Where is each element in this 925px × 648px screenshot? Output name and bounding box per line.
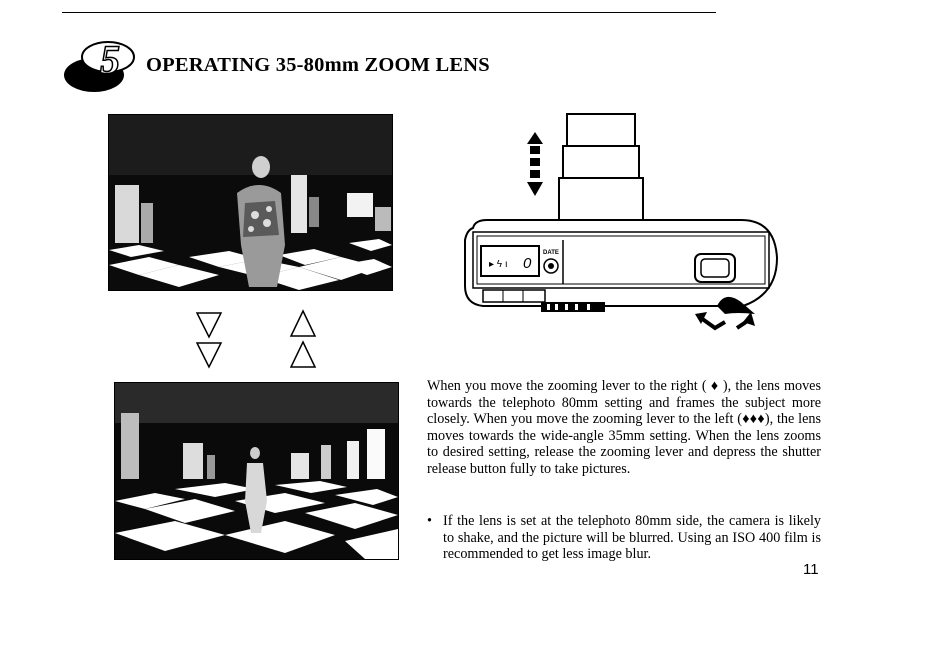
camera-zoom-diagram — [455, 108, 785, 338]
wide-angle-photo — [114, 382, 399, 560]
zoom-direction-arrow-icon — [527, 132, 543, 196]
page-title: OPERATING 35-80mm ZOOM LENS — [146, 54, 490, 76]
zoom-out-arrows-icon — [288, 308, 318, 370]
chapter-badge-lens-icon — [60, 33, 156, 95]
instruction-paragraph: When you move the zooming lever to the right ( ♦ ), the lens moves towards the telephoto 80mm setting and frames the subject more closely. When you move the zooming lever to the left (♦♦♦), the lens moves towards the wide-angle 35mm setting. When the lens zooms to desired setting, release the zooming lever and depress the shutter release button fully to take pictures. — [427, 378, 821, 477]
tip-bullet-text: If the lens is set at the telephoto 80mm side, the camera is likely to shake, and the picture will be blurred. Using an ISO 400 film is recommended to get less image blur. — [443, 513, 821, 563]
telephoto-photo — [108, 114, 393, 291]
date-label: DATE — [543, 250, 559, 256]
page-number: 11 — [803, 561, 819, 578]
instruction-text — [427, 378, 821, 478]
bullet-marker: • — [427, 513, 432, 529]
lcd-reading: 0 — [523, 255, 532, 272]
svg-text:▸ ϟ ı: ▸ ϟ ı — [489, 259, 508, 270]
lever-rotation-arrows-icon — [695, 312, 755, 328]
top-rule — [62, 12, 716, 13]
chapter-number: 5 — [100, 37, 120, 82]
zoom-in-arrows-icon — [194, 310, 224, 370]
